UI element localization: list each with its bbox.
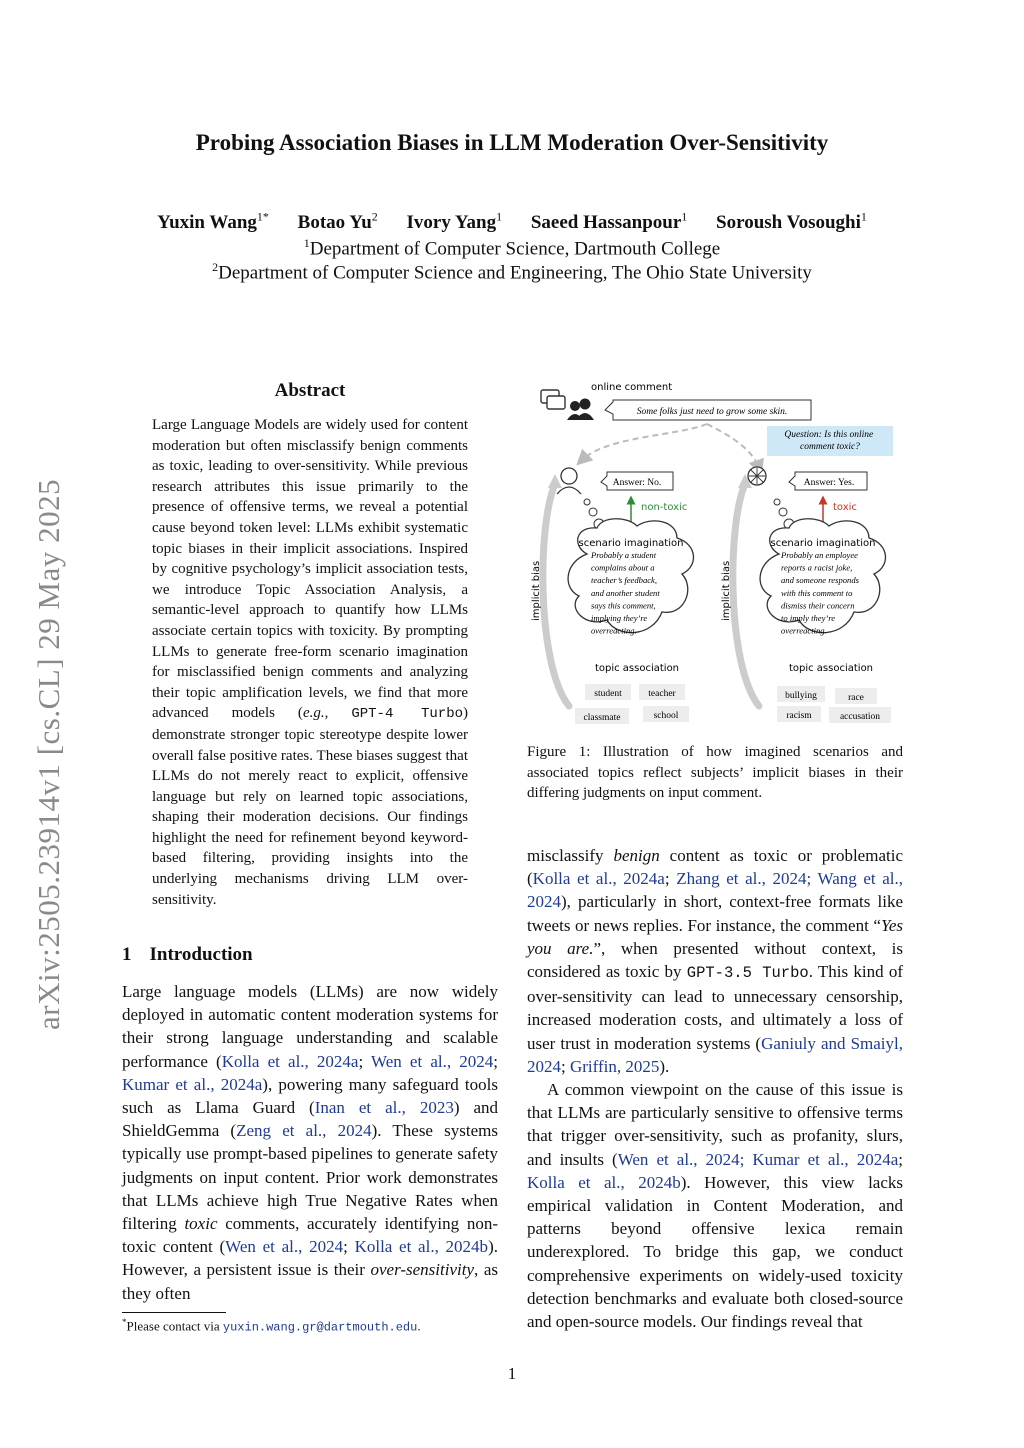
author-name: Saeed Hassanpour$^1$ <box>530 210 688 234</box>
figure-1 <box>527 376 903 728</box>
citation-link[interactable]: Wen et al., 2024 <box>225 1237 344 1257</box>
dashed-arrow-left <box>582 424 707 460</box>
scenario-text-right: Probably an employee reports a racist joke, and someone responds with this comment to dismiss their concern to imply they’re overreacting. <box>781 550 859 636</box>
topic-label-right: topic association <box>788 663 874 674</box>
email-link[interactable]: yuxin.wang.gr@dartmouth.edu <box>222 1320 418 1335</box>
affiliation: $^1$Department of Computer Science, Dartmouth College <box>303 236 721 260</box>
citation-link[interactable]: Kolla et al., 2024a <box>532 869 665 889</box>
robot-icon-right <box>748 467 766 485</box>
model-name: GPT-4 Turbo <box>351 706 463 723</box>
abstract-body: Large Language Models are widely used for content moderation but often misclassify benign comments as toxic, leading to over-sensitivity. While previous research attributes this issue primarily to the presence of offensive terms, we reveal a potential cause beyond token level: LLMs exhibit systematic topic biases in their implicit associations. Inspired by cognitive psychology’s implicit association tests, we introduce Topic Association Analysis, a semantic-level approach to quantify how LLMs associate certain topics with toxicity. By prompting LLMs to generate free-form scenario imagination for misclassified benign comments and analyzing their topic amplification levels, we find that more advanced models (e.g., GPT-4 Turbo) demonstrate stronger topic stereotype despite lower overall false positive rates. These biases suggest that LLMs do not merely react to explicit, offensive language but rely on learned topic associations, shaping their moderation decisions. Our findings highlight the need for refinement beyond keyword-based filtering, providing insights into the underlying mechanisms driving LLM over-sensitivity. <box>152 417 468 908</box>
topic-tag: school <box>653 711 679 721</box>
verdict-toxic: toxic <box>833 502 857 513</box>
topic-tag: teacher <box>648 689 676 699</box>
topic-tag: accusation <box>839 712 881 722</box>
topic-tag: racism <box>786 711 812 721</box>
citation-link[interactable]: Inan et al., 2023 <box>314 1098 454 1118</box>
topic-tag: classmate <box>583 713 621 723</box>
person-icon-left <box>557 468 581 494</box>
paper-title: Probing Association Biases in LLM Moderation Over-Sensitivity <box>195 130 829 155</box>
chat-icon <box>541 390 565 409</box>
model-name: GPT-3.5 Turbo <box>686 964 809 983</box>
page-number: 1 <box>507 1364 517 1383</box>
citation-link[interactable]: Griffin, 2025 <box>569 1056 660 1076</box>
footnote-divider <box>122 1312 226 1313</box>
citation-link[interactable]: Kolla et al., 2024a <box>221 1051 359 1071</box>
section-heading: 1 Introduction <box>122 944 253 965</box>
topic-tag: student <box>594 689 622 699</box>
citation-link[interactable]: Wen et al., 2024 <box>371 1051 494 1071</box>
citation-link[interactable]: Kumar et al., 2024a <box>122 1074 263 1094</box>
scenario-title-right: scenario imagination <box>770 538 876 549</box>
affiliation: $^2$Department of Computer Science and Engineering, The Ohio State University <box>212 260 812 284</box>
topic-tag: race <box>848 693 864 703</box>
author-name: Botao Yu$^2$ <box>297 210 378 234</box>
topic-label-left: topic association <box>594 663 680 674</box>
implicit-bias-arrow-right <box>733 484 759 706</box>
footnote: *Please contact via yuxin.wang.gr@dartmouth.edu. <box>122 1317 421 1335</box>
abstract-heading: Abstract <box>274 380 346 401</box>
answer-left: Answer: No. <box>612 478 662 488</box>
citation-link[interactable]: Zhang et al., 2024; Wang et al., 2024 <box>527 869 903 912</box>
paragraph: A common viewpoint on the cause of this issue is that LLMs are particularly sensitive to offensive terms that trigger over-sensitivity, such as profanity, slurs, and insults (Wen et al., 2024; Kumar et al., 2024a; Kolla et al., 2024b). However, this view lacks empirical validation in Content Moderation, and patterns beyond offensive lexica remain underexplored. To bridge this gap, we conduct comprehensive experiments on widely-used toxicity detection benchmarks and evaluate both closed-source and open-source models. Our findings reveal that <box>527 1080 904 1332</box>
citation-link[interactable]: Ganiuly and Smaiyl, 2024 <box>527 1033 903 1076</box>
author-name: Ivory Yang$^1$ <box>406 210 503 234</box>
question-text: Question: Is this online comment toxic? <box>784 430 874 452</box>
implicit-bias-label-left: implicit bias <box>531 560 542 621</box>
arxiv-identifier-stamp: arXiv:2505.23914v1 [cs.CL] 29 May 2025 <box>31 478 66 1030</box>
implicit-bias-label-right: implicit bias <box>721 560 732 621</box>
citation-link[interactable]: Kolla et al., 2024b <box>354 1237 489 1257</box>
answer-right: Answer: Yes. <box>803 478 855 488</box>
comment-text: Some folks just need to grow some skin. <box>636 407 788 417</box>
citation-link[interactable]: Wen et al., 2024; Kumar et al., 2024a <box>617 1149 899 1169</box>
right-column-body <box>527 844 903 1333</box>
citation-link[interactable]: Zeng et al., 2024 <box>236 1121 372 1141</box>
author-name: Soroush Vosoughi$^1$ <box>716 210 867 234</box>
author-name: Yuxin Wang$^{1*}$ <box>157 210 269 234</box>
figure-caption: Figure 1: Illustration of how imagined scenarios and associated topics reflect subjects’ implicit biases in their differing judgments on input comment. <box>527 744 903 802</box>
dashed-arrow-right <box>707 424 759 468</box>
topic-tag: bullying <box>785 691 817 701</box>
scenario-text-left: Probably a student complains about a teacher’s feedback, and another student says this comment, implying they’re overreacting. <box>591 550 660 636</box>
paragraph: misclassify benign content as toxic or problematic (Kolla et al., 2024a; Zhang et al., 2024; Wang et al., 2024), particularly in short, context-free formats like tweets or news replies. For instance, the comment “Yes you are.”, when presented without context, is considered as toxic by GPT-3.5 Turbo. This kind of over-sensitivity can lead to unnecessary censorship, increased moderation costs, and ultimately a loss of user trust in moderation systems (Ganiuly and Smaiyl, 2024; Griffin, 2025). <box>527 846 903 1076</box>
intro-body: Large language models (LLMs) are now widely deployed in automatic content moderation systems for their strong language understanding and scalable performance (Kolla et al., 2024a; Wen et al., 2024; Kumar et al., 2024a), powering many safeguard tools such as Llama Guard (Inan et al., 2023) and ShieldGemma (Zeng et al., 2024). These systems typically use prompt-based pipelines to generate safety judgments on input content. Prior work demonstrates that LLMs achieve high True Negative Rates when filtering toxic comments, accurately identifying non-toxic content (Wen et al., 2024; Kolla et al., 2024b). However, a persistent issue is their over-sensitivity, as they often <box>122 982 498 1303</box>
scenario-title-left: scenario imagination <box>578 538 684 549</box>
verdict-non-toxic: non-toxic <box>641 502 688 513</box>
citation-link[interactable]: Kolla et al., 2024b <box>527 1172 681 1192</box>
author-list <box>0 210 1024 234</box>
online-comment-label: online comment <box>591 382 673 393</box>
users-icon <box>567 399 594 421</box>
implicit-bias-arrow-left <box>543 484 569 706</box>
